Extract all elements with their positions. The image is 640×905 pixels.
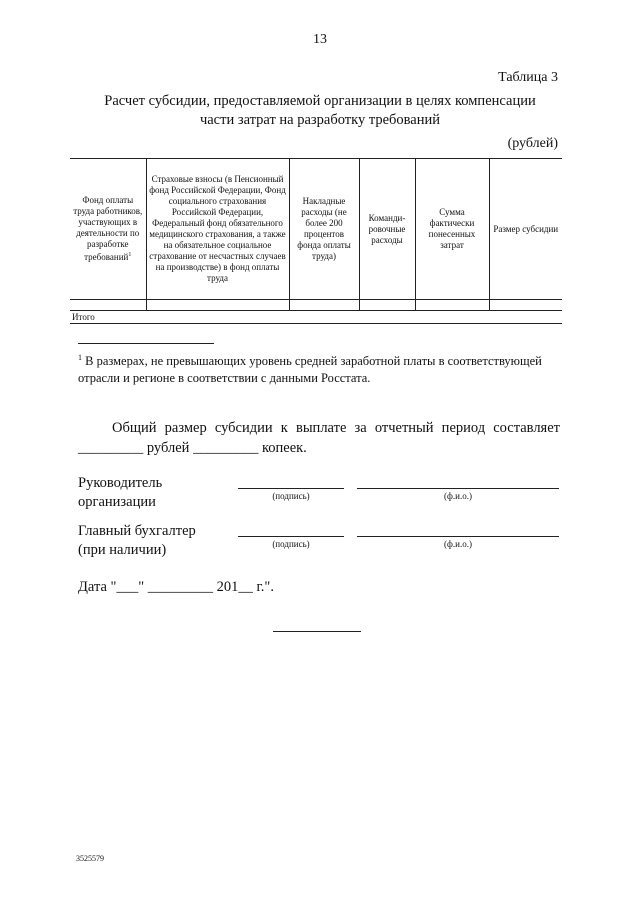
footnote-divider [78,343,214,344]
subsidy-summary [78,418,560,458]
accountant-name-caption: (ф.и.о.) [444,539,472,549]
footnote-mark: 1 [128,252,132,258]
title-line-2: части затрат на разработку требований [199,112,441,128]
header-cell-payroll: Фонд оплаты труда работников, участвующих в деятельности по разработке требований$^1$ [70,159,146,300]
unit-note: (рублей) [507,136,558,151]
footnote-number: 1 [78,353,82,362]
table-cell [289,300,359,311]
total-label: Итого [70,311,562,324]
chief-accountant-label: Главный бухгалтер (при наличии) [78,523,196,558]
director-label: Руководитель организации [78,475,163,510]
director-signature-caption: (подпись) [272,491,310,501]
header-cell-travel: Команди-ровочные расходы [359,159,415,300]
table-cell [70,300,146,311]
header-cell-subsidy: Размер субсидии [489,159,562,300]
header-cell-actual-costs: Сумма фактически понесенных затрат [415,159,489,300]
document-title [60,92,580,130]
table-header-row [70,159,562,300]
table-cell [359,300,415,311]
footnote [78,349,560,387]
document-code: 3525579 [76,854,104,863]
end-divider [273,631,361,632]
table-cell [489,300,562,311]
header-cell-insurance: Страховые взносы (в Пенсионный фонд Российской Федерации, Фонд социального страхования Российской Федерации, Федеральный фонд обязательного медицинского страхования, а также на обязательное социальное страхование от несчастных случаев на производстве) в фонд оплаты труда [146,159,289,300]
table-cell [146,300,289,311]
accountant-signature-line [238,536,344,537]
accountant-signature-caption: (подпись) [272,539,310,549]
table-row [70,300,562,311]
director-name-caption: (ф.и.о.) [444,491,472,501]
subsidy-calculation-table [70,158,562,324]
director-name-line [357,488,559,489]
date-line: Дата "___" _________ 201__ г.". [78,579,274,595]
summary-line-1: Общий размер субсидии к выплате за отчетный период составляет [112,420,560,436]
title-line-1: Расчет субсидии, предоставляемой организации в целях компенсации [104,93,536,109]
page-number: 13 [313,32,327,47]
footnote-text: В размерах, не превышающих уровень средней заработной платы в соответствующей отрасли и регионе в соответствии с данными Росстата. [78,354,542,386]
total-row [70,311,562,324]
header-cell-overhead: Накладные расходы (не более 200 процентов фонда оплаты труда) [289,159,359,300]
director-signature-line [238,488,344,489]
table-caption: Таблица 3 [498,70,558,85]
table-cell [415,300,489,311]
summary-line-2: _________ рублей _________ копеек. [78,440,307,456]
accountant-name-line [357,536,559,537]
